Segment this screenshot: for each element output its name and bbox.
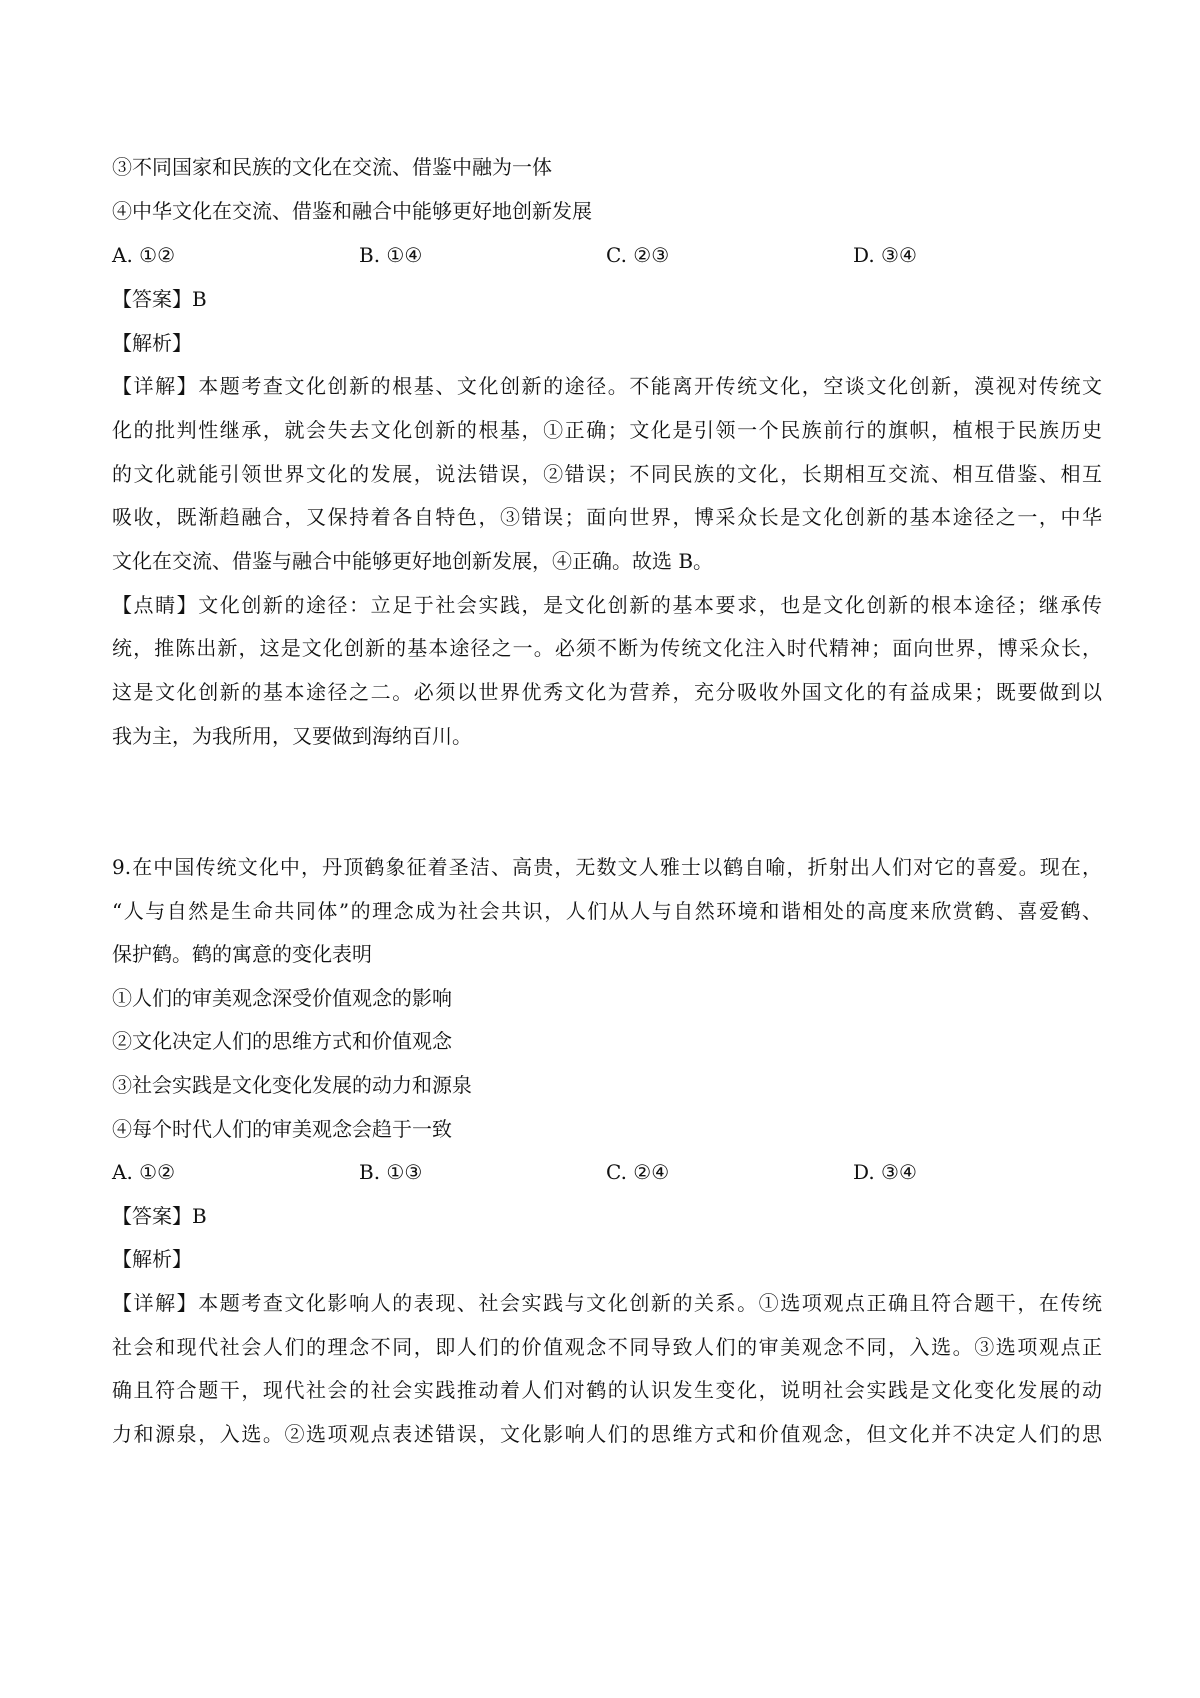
q9-choice-a: A. ①② (112, 1160, 176, 1184)
q8-choice-c: C. ②③ (606, 243, 670, 267)
q8-analysis-heading: 【解析】 (112, 331, 192, 355)
q9-choices (112, 1157, 1102, 1187)
q8-tip-line: 我为主，为我所用，又要做到海纳百川。 (112, 724, 472, 748)
q8-detail-line: 【详解】本题考查文化创新的根基、文化创新的途径。不能离开传统文化，空谈文化创新，漠视对传统文 (112, 374, 1102, 398)
q9-detail-line: 力和源泉，入选。②选项观点表述错误，文化影响人们的思维方式和价值观念，但文化并不决定人们的思 (112, 1422, 1102, 1446)
q8-answer: 【答案】B (112, 287, 207, 311)
q8-tip-line: 统，推陈出新，这是文化创新的基本途径之一。必须不断为传统文化注入时代精神；面向世界，博采众长， (112, 636, 1102, 660)
q8-tip-line: 这是文化创新的基本途径之二。必须以世界优秀文化为营养，充分吸收外国文化的有益成果；既要做到以 (112, 680, 1102, 704)
q9-option-2: ②文化决定人们的思维方式和价值观念 (112, 1029, 452, 1053)
q8-tip-line: 【点睛】文化创新的途径：立足于社会实践，是文化创新的基本要求，也是文化创新的根本途径；继承传 (112, 593, 1102, 617)
q8-option-4: ④中华文化在交流、借鉴和融合中能够更好地创新发展 (112, 199, 592, 223)
q9-choice-b: B. ①③ (359, 1160, 423, 1184)
q8-detail-line: 的文化就能引领世界文化的发展，说法错误，②错误；不同民族的文化，长期相互交流、相互借鉴、相互 (112, 462, 1102, 486)
q9-detail-line: 社会和现代社会人们的理念不同，即人们的价值观念不同导致人们的审美观念不同，入选。③选项观点正 (112, 1335, 1102, 1359)
q9-answer: 【答案】B (112, 1204, 207, 1228)
q9-option-1: ①人们的审美观念深受价值观念的影响 (112, 986, 452, 1010)
q8-detail-line: 吸收，既渐趋融合，又保持着各自特色，③错误；面向世界，博采众长是文化创新的基本途径之一，中华 (112, 505, 1102, 529)
q9-detail-line: 【详解】本题考查文化影响人的表现、社会实践与文化创新的关系。①选项观点正确且符合题干，在传统 (112, 1291, 1102, 1315)
q9-choice-c: C. ②④ (606, 1160, 670, 1184)
q8-choice-a: A. ①② (112, 243, 176, 267)
q9-stem-line: 保护鹤。鹤的寓意的变化表明 (112, 942, 372, 966)
q9-choice-d: D. ③④ (853, 1160, 917, 1184)
q9-detail-line: 确且符合题干，现代社会的社会实践推动着人们对鹤的认识发生变化，说明社会实践是文化变化发展的动 (112, 1378, 1102, 1402)
q9-option-4: ④每个时代人们的审美观念会趋于一致 (112, 1117, 452, 1141)
q9-stem-line: 9.在中国传统文化中，丹顶鹤象征着圣洁、高贵，无数文人雅士以鹤自喻，折射出人们对它的喜爱。现在， (112, 855, 1102, 879)
q8-choices (112, 240, 1102, 270)
q9-analysis-heading: 【解析】 (112, 1247, 192, 1271)
q8-detail-line: 化的批判性继承，就会失去文化创新的根基，①正确；文化是引领一个民族前行的旗帜，植根于民族历史 (112, 418, 1102, 442)
q9-stem-line: “人与自然是生命共同体”的理念成为社会共识，人们从人与自然环境和谐相处的高度来欣赏鹤、喜爱鹤、 (112, 899, 1102, 923)
q8-option-3: ③不同国家和民族的文化在交流、借鉴中融为一体 (112, 155, 552, 179)
q9-option-3: ③社会实践是文化变化发展的动力和源泉 (112, 1073, 472, 1097)
q8-detail-line: 文化在交流、借鉴与融合中能够更好地创新发展，④正确。故选 B。 (112, 549, 714, 573)
q8-choice-d: D. ③④ (853, 243, 917, 267)
q8-choice-b: B. ①④ (359, 243, 423, 267)
